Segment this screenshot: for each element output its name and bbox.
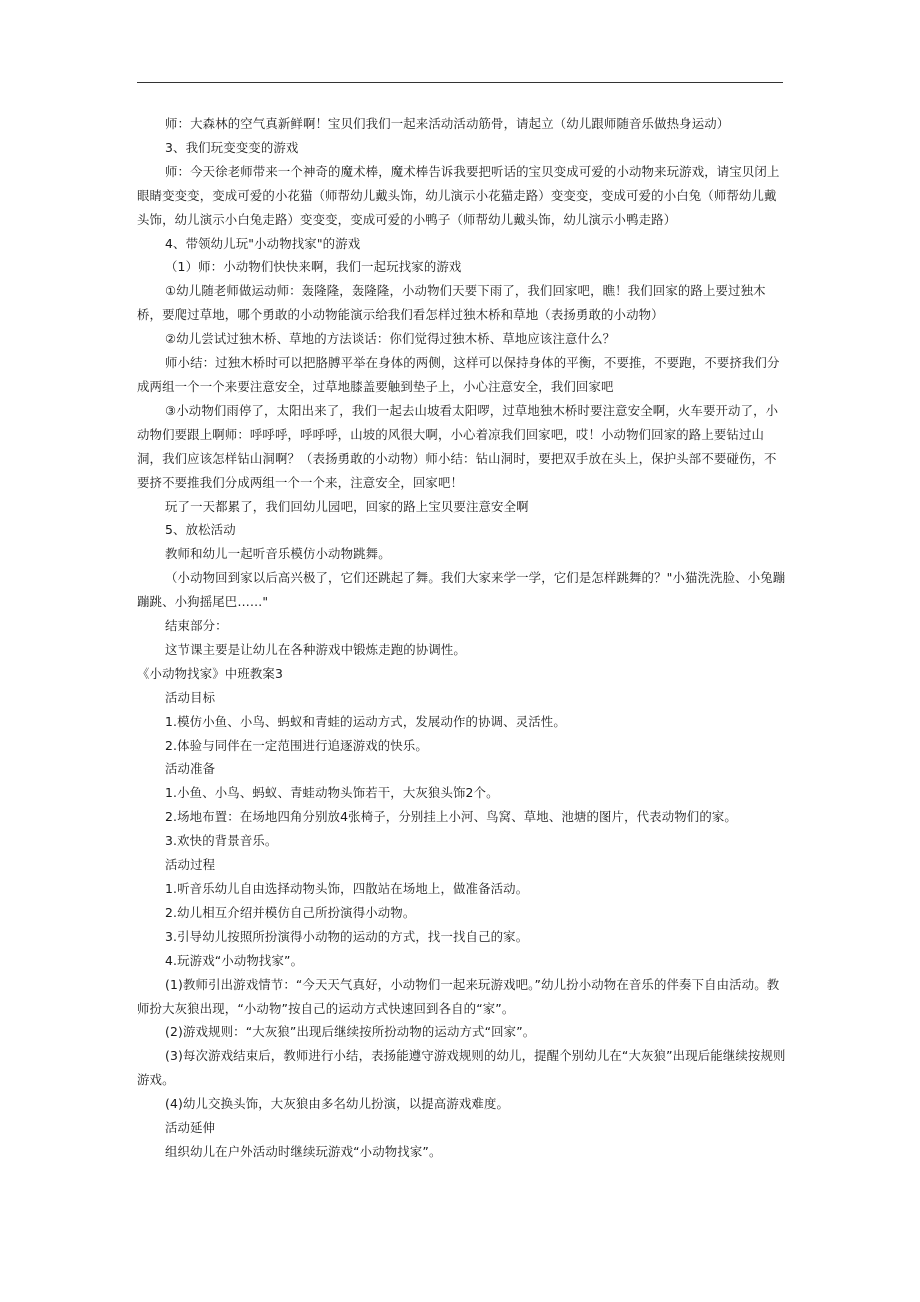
section-heading: 5、放松活动 — [165, 522, 236, 538]
paragraph: 组织幼儿在户外活动时继续玩游戏“小动物找家”。 — [165, 1143, 442, 1159]
list-item: (2)游戏规则：“大灰狼”出现后继续按所扮动物的运动方式“回家”。 — [165, 1024, 536, 1040]
list-item: 4.玩游戏“小动物找家”。 — [165, 952, 304, 968]
paragraph: ①幼儿随老师做运动师：轰隆隆，轰隆隆，小动物们天要下雨了，我们回家吧，瞧！我们回家的路上要过独木桥，要爬过草地，哪个勇敢的小动物能演示给我们看怎样过独木桥和草地（表扬勇敢的小动物） — [137, 283, 766, 323]
list-item: (4)幼儿交换头饰，大灰狼由多名幼儿扮演，以提高游戏难度。 — [165, 1096, 510, 1112]
list-item: 3.引导幼儿按照所扮演得小动物的运动的方式，找一找自己的家。 — [165, 928, 529, 944]
paragraph: 教师和幼儿一起听音乐模仿小动物跳舞。 — [165, 546, 391, 562]
document-title: 《小动物找家》中班教案3 — [137, 665, 283, 681]
list-item: (1)教师引出游戏情节：“今天天气真好，小动物们一起来玩游戏吧。”幼儿扮小动物在音乐的伴奏下自由活动。教师扮大灰狼出现，“小动物”按自己的运动方式快速回到各自的“家”。 — [137, 976, 780, 1016]
section-heading: 活动延伸 — [165, 1120, 216, 1136]
list-item: 2.场地布置：在场地四角分别放4张椅子，分别挂上小河、鸟窝、草地、池塘的图片，代表动物们的家。 — [165, 809, 737, 825]
section-heading: 结束部分： — [165, 618, 228, 634]
paragraph: （1）师：小动物们快快来啊，我们一起玩找家的游戏 — [165, 259, 462, 275]
list-item: 1.听音乐幼儿自由选择动物头饰，四散站在场地上，做准备活动。 — [165, 881, 529, 896]
section-heading: 活动过程 — [165, 857, 216, 873]
paragraph: 这节课主要是让幼儿在各种游戏中锻炼走跑的协调性。 — [165, 641, 466, 657]
paragraph: 玩了一天都累了，我们回幼儿园吧，回家的路上宝贝要注意安全啊 — [165, 498, 529, 514]
list-item: 3.欢快的背景音乐。 — [165, 833, 278, 849]
section-heading: 3、我们玩变变变的游戏 — [165, 139, 299, 155]
header-rule — [137, 82, 783, 83]
paragraph: ③小动物们雨停了，太阳出来了，我们一起去山坡看太阳啰，过草地独木桥时要注意安全啊，火车要开动了，小动物们要跟上啊师：呼呼呼，呼呼呼，山坡的风很大啊，小心着凉我们回家吧，哎！小动物们回家的路上要钻过山洞，我们应该怎样钻山洞啊？（表扬勇敢的小动物）师小结：钻山洞时，要把双手放在头上，保护头部不要碰伤，不要挤不要推我们分成两组一个一个来，注意安全，回家吧！ — [137, 402, 779, 490]
list-item: 2.幼儿相互介绍并模仿自己所扮演得小动物。 — [165, 904, 416, 920]
list-item: 1.小鱼、小鸟、蚂蚁、青蛙动物头饰若干，大灰狼头饰2个。 — [165, 785, 499, 801]
paragraph: （小动物回到家以后高兴极了，它们还跳起了舞。我们大家来学一学，它们是怎样跳舞的？"小猫洗洗脸、小兔蹦蹦跳、小狗摇尾巴……" — [137, 570, 786, 610]
paragraph: 师：大森林的空气真新鲜啊！宝贝们我们一起来活动活动筋骨，请起立（幼儿跟师随音乐做热身运动） — [165, 116, 730, 131]
section-heading: 活动准备 — [165, 761, 216, 777]
section-heading: 4、带领幼儿玩"小动物找家"的游戏 — [165, 235, 361, 251]
list-item: 2.体验与同伴在一定范围进行追逐游戏的快乐。 — [165, 737, 428, 753]
paragraph: ②幼儿尝试过独木桥、草地的方法谈话：你们觉得过独木桥、草地应该注意什么？ — [165, 331, 616, 347]
list-item: 1.模仿小鱼、小鸟、蚂蚁和青蛙的运动方式，发展动作的协调、灵活性。 — [165, 713, 566, 729]
list-item: (3)每次游戏结束后，教师进行小结，表扬能遵守游戏规则的幼儿，提醒个别幼儿在“大灰狼”出现后能继续按规则游戏。 — [137, 1048, 786, 1088]
paragraph: 师：今天徐老师带来一个神奇的魔术棒，魔术棒告诉我要把听话的宝贝变成可爱的小动物来玩游戏，请宝贝闭上眼睛变变变，变成可爱的小花猫（师帮幼儿戴头饰，幼儿演示小花猫走路）变变变，变成可爱的小白兔（师帮幼儿戴头饰，幼儿演示小白兔走路）变变变，变成可爱的小鸭子（师帮幼儿戴头饰，幼儿演示小鸭走路） — [137, 163, 780, 227]
section-heading: 活动目标 — [165, 689, 216, 705]
paragraph: 师小结：过独木桥时可以把胳膊平举在身体的两侧，这样可以保持身体的平衡，不要推，不要跑，不要挤我们分成两组一个一个来要注意安全，过草地膝盖要触到垫子上，小心注意安全，我们回家吧 — [137, 355, 780, 394]
document-body — [137, 112, 787, 1164]
